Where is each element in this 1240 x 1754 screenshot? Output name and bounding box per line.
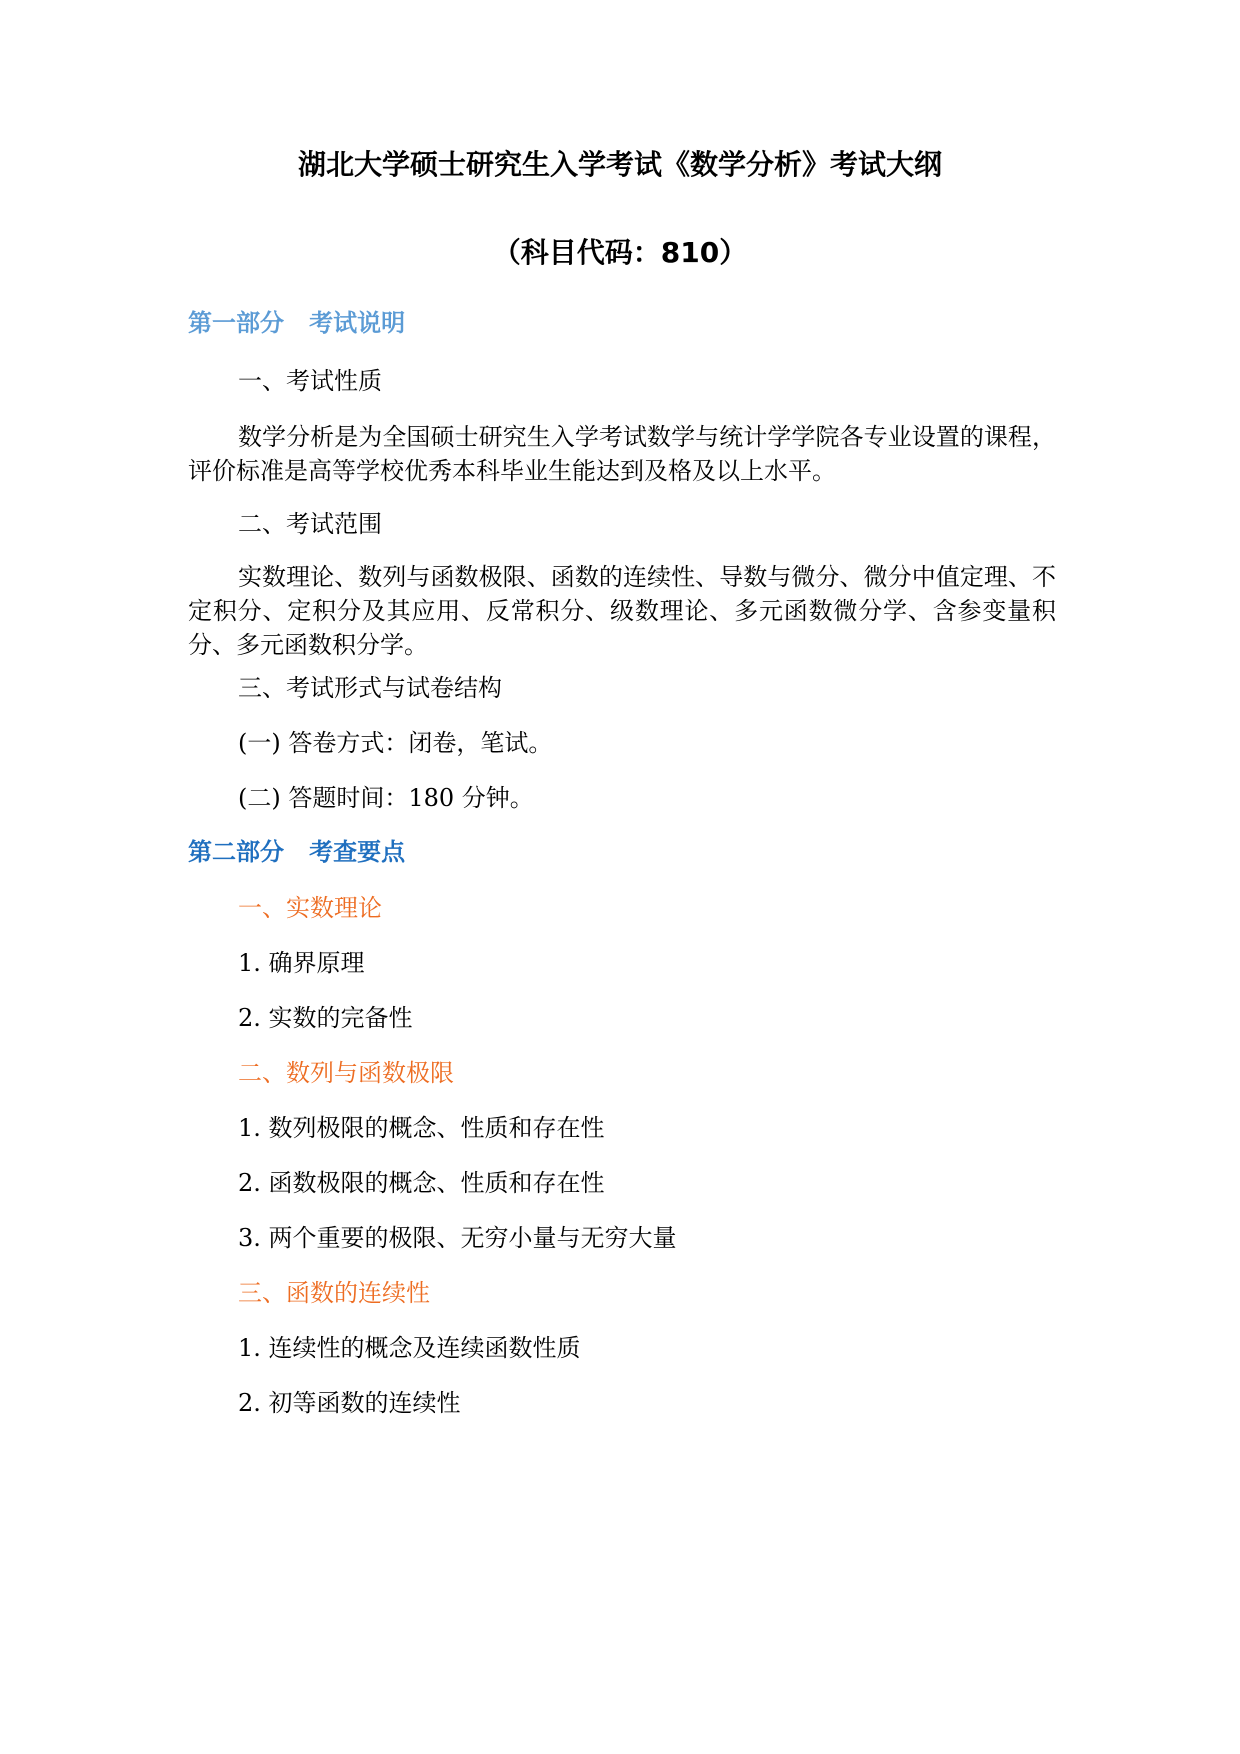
paragraph-exam-nature: 数学分析是为全国硕士研究生入学考试数学与统计学学院各专业设置的课程，评价标准是高等学校优秀本科毕业生能达到及格及以上水平。: [188, 423, 1056, 485]
section-heading-exam-format: 三、考试形式与试卷结构: [238, 674, 502, 702]
list-item: 1. 数列极限的概念、性质和存在性: [238, 1114, 605, 1142]
list-item: 1. 连续性的概念及连续函数性质: [238, 1334, 581, 1362]
subsection-heading-limits: 二、数列与函数极限: [238, 1059, 454, 1087]
list-item: 2. 实数的完备性: [238, 1004, 413, 1032]
list-item-answer-method: (一) 答卷方式：闭卷，笔试。: [238, 729, 553, 757]
subject-code: （科目代码：810）: [492, 236, 748, 269]
section-heading-exam-nature: 一、考试性质: [238, 367, 382, 395]
list-item: 3. 两个重要的极限、无穷小量与无穷大量: [238, 1224, 677, 1252]
list-item: 2. 函数极限的概念、性质和存在性: [238, 1169, 605, 1197]
list-item: 1. 确界原理: [238, 949, 365, 977]
part-two-heading: 第二部分 考查要点: [188, 838, 406, 866]
part-one-heading: 第一部分 考试说明: [188, 309, 406, 337]
subsection-heading-real-number-theory: 一、实数理论: [238, 894, 382, 922]
list-item-answer-time: (二) 答题时间：180 分钟。: [238, 784, 534, 812]
paragraph-exam-scope: 实数理论、数列与函数极限、函数的连续性、导数与微分、微分中值定理、不定积分、定积分及其应用、反常积分、级数理论、多元函数微分学、含参变量积分、多元函数积分学。: [188, 563, 1056, 659]
list-item: 2. 初等函数的连续性: [238, 1389, 461, 1417]
document-title: 湖北大学硕士研究生入学考试《数学分析》考试大纲: [297, 148, 942, 181]
subsection-heading-continuity: 三、函数的连续性: [238, 1279, 430, 1307]
section-heading-exam-scope: 二、考试范围: [238, 510, 382, 538]
